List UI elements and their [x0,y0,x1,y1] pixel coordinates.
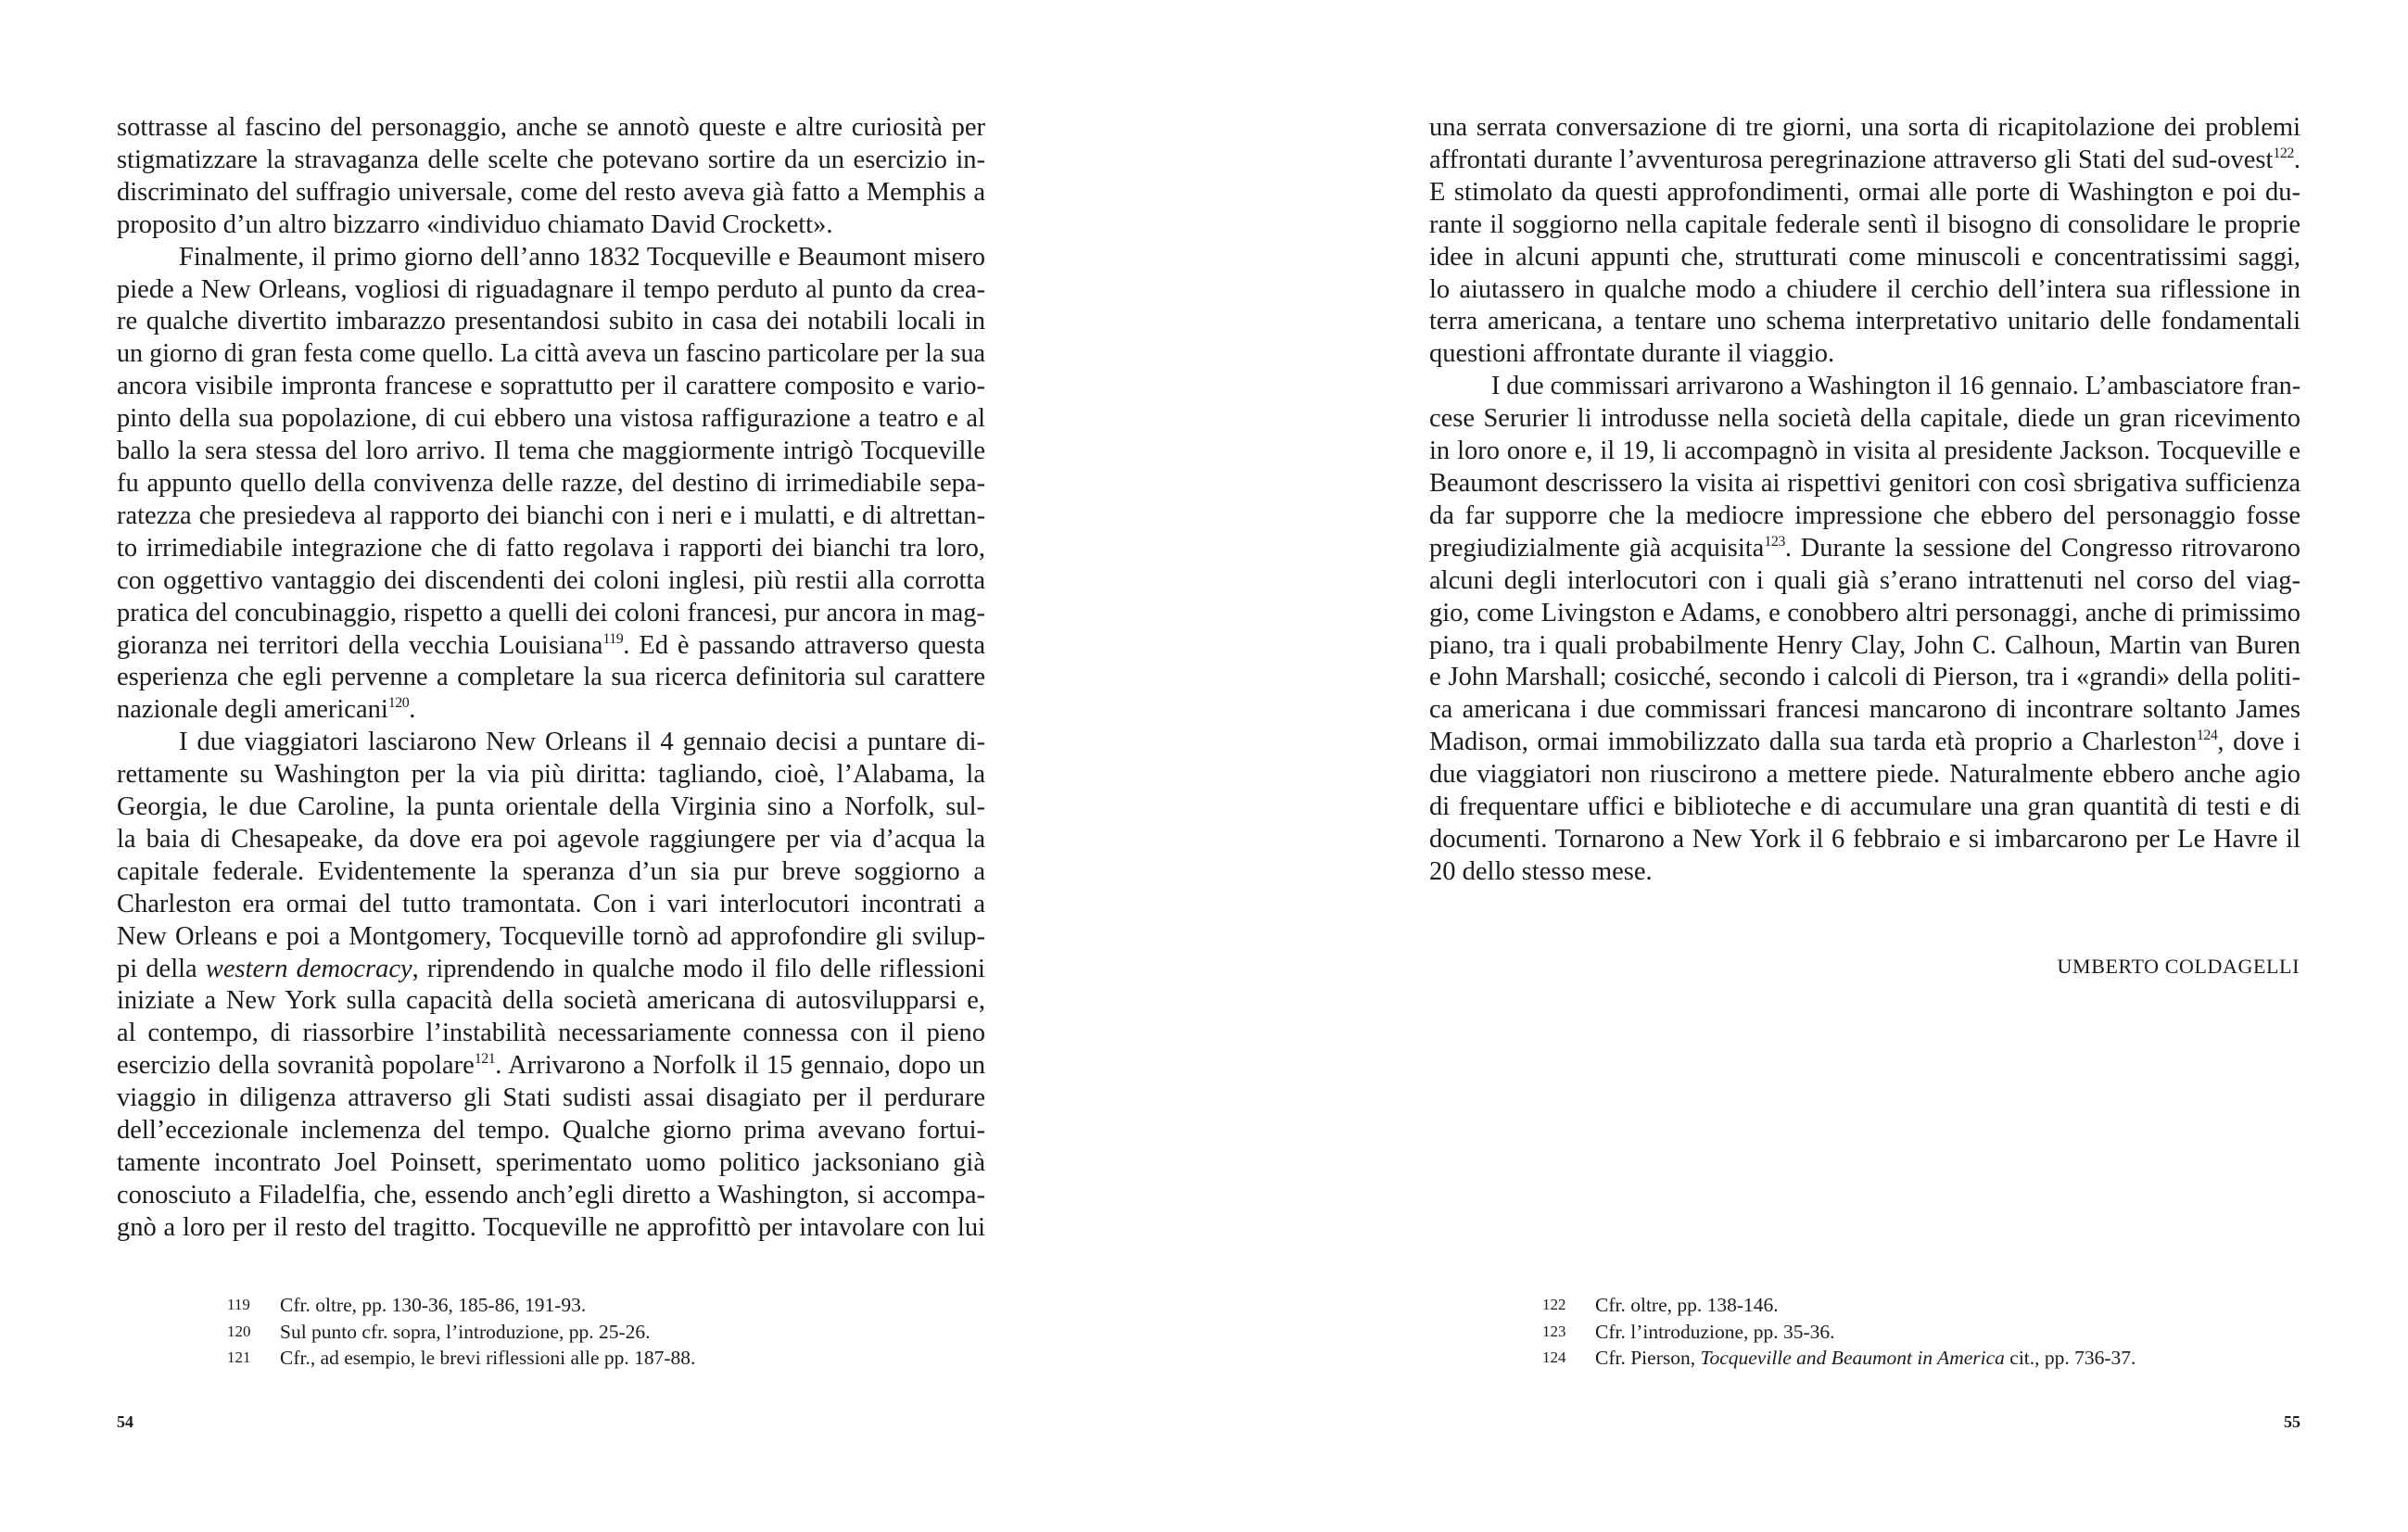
text-line [1429,242,2300,274]
text-line [1429,145,2300,177]
footnote-reference[interactable]: 120 [387,695,410,712]
text-run: Cfr., ad esempio, le brevi riflessioni alle pp. 187-88. [280,1347,696,1370]
line-content: in loro onore e, il 19, li accompagnò in visita al presidente Jackson. Tocqueville e [1429,437,2300,466]
text-line [1429,630,2300,663]
text-run: Cfr. oltre, pp. 138-146. [1595,1294,1779,1316]
text-run: Madison, ormai immobilizzato dalla sua tarda età proprio a Charleston [1429,728,2197,757]
text-line [1429,759,2300,791]
footnote [1542,1292,2136,1319]
footnote-reference[interactable]: 124 [2196,728,2218,744]
line-content: viaggio in diligenza attraverso gli Stati sudisti assai disagiato per il perdurare [117,1083,985,1113]
text-line [1429,856,2300,889]
text-run: Cfr. oltre, pp. 130-36, 185-86, 191-93. [280,1294,587,1316]
text-line [1429,371,2300,403]
line-content: terra americana, a tentare uno schema interpretativo unitario delle fondamentali [1429,307,2300,336]
text-run: . Ed è passando attraverso questa [623,630,985,660]
line-content: to irrimediabile integrazione che di fatto regolava i rapporti dei bianchi tra loro, [117,533,985,563]
text-line [1429,694,2300,727]
line-content: Charleston era ormai del tutto tramontata. Con i vari interlocutori incontrati a [117,889,985,918]
text-line [1429,436,2300,468]
line-content: alcuni degli interlocutori con i quali già s’erano intrattenuti nel corso del viag- [1429,565,2300,595]
line-content: piede a New Orleans, vogliosi di riguadagnare il tempo perduto al punto da crea- [117,274,985,304]
line-content: discriminato del suffragio universale, come del resto aveva già fatto a Memphis a [117,177,985,207]
italic-text: western democracy [205,954,412,983]
text-line [1429,791,2300,824]
author-signature: UMBERTO COLDAGELLI [2057,955,2300,978]
line-content: fu appunto quello della convivenza delle razze, del destino di irrimediabile sepa- [117,468,985,498]
text-run: pregiudizialmente già acquisita [1429,533,1765,563]
footnote-number: 120 [227,1322,251,1340]
line-content: cese Serurier li introdusse nella società della capitale, diede un gran ricevimento [1429,404,2300,434]
line-content: gnò a loro per il resto del tragitto. Tocqueville ne approfittò per intavolare con lui [117,1212,985,1242]
line-content [1429,145,2300,177]
footnote-number: 122 [1542,1296,1566,1313]
footnote-number: 119 [227,1296,250,1313]
footnote-number: 124 [1542,1348,1566,1367]
text-line [1429,112,2300,145]
line-content: documenti. Tornarono a New York il 6 febbraio e si imbarcarono per Le Havre il [1429,824,2300,854]
footnote-number: 121 [227,1348,251,1367]
line-content: ratezza che presiedeva al rapporto dei bianchi con i neri e i mulatti, e di altrettan- [117,500,985,530]
text-run: affrontati durante l’avventurosa peregrinazione attraverso gli Stati del sud-ovest [1429,145,2274,174]
line-content: di frequentare uffici e biblioteche e di accumulare una gran quantità di testi e di [1429,792,2300,822]
line-content: rante il soggiorno nella capitale federale sentì il bisogno di consolidare le proprie [1429,209,2300,239]
line-content [1429,533,2300,565]
line-content: pinto della sua popolazione, di cui ebbero una vistosa raffigurazione a teatro e al [117,404,985,434]
text-run: Cfr. l’introduzione, pp. 35-36. [1595,1320,1835,1343]
line-content: idee in alcuni appunti che, strutturati come minuscoli e concentratissimi saggi, [1429,242,2300,272]
line-content: ancora visibile impronta francese e soprattutto per il carattere composito e vario- [117,372,985,401]
line-content: al contempo, di riassorbire l’instabilità necessariamente connessa con il pieno [117,1019,985,1048]
text-line [1429,403,2300,436]
footnote-text [1595,1345,2136,1372]
line-content: I due viaggiatori lasciarono New Orleans il 4 gennaio decisi a puntare di- [179,728,985,757]
text-line [1429,468,2300,500]
footnote-reference[interactable]: 119 [602,630,624,647]
line-content: tamente incontrato Joel Poinsett, sperimentato uomo politico jacksoniano già [117,1148,985,1177]
line-content: sottrasse al fascino del personaggio, anche se annotò queste e altre curiosità per [117,113,985,142]
text-run: . [2293,145,2300,174]
text-run: Cfr. Pierson, [1595,1347,1701,1370]
line-content: una serrata conversazione di tre giorni, una sorta di ricapitolazione dei problemi [1429,113,2300,142]
line-content: e John Marshall; cosicché, secondo i calcoli di Pierson, tra i «grandi» della politi- [1429,663,2300,692]
text-run: esercizio della sovranità popolare [117,1051,475,1081]
text-line [1429,727,2300,759]
line-content: stigmatizzare la stravaganza delle scelte che potevano sortire da un esercizio in- [117,145,985,174]
line-content: dell’eccezionale inclemenza del tempo. Qualche giorno prima avevano fortui- [117,1116,985,1146]
text-run: . Arrivarono a Norfolk il 15 gennaio, dopo un [495,1051,985,1081]
line-content: gio, come Livingston e Adams, e conobbero altri personaggi, anche di primissimo [1429,598,2300,627]
text-run: gioranza nei territori della vecchia Louisiana [117,630,603,660]
line-content: Georgia, le due Caroline, la punta orientale della Virginia sino a Norfolk, sul- [117,792,985,822]
footnote-reference[interactable]: 123 [1764,533,1785,550]
page-number-right: 55 [2284,1412,2300,1431]
line-content: New Orleans e poi a Montgomery, Tocqueville tornò ad approfondire gli svilup- [117,921,985,951]
line-content [1429,727,2300,759]
line-content: proposito d’un altro bizzarro «individuo chiamato David Crockett». [117,209,833,239]
line-content: ca americana i due commissari francesi mancarono di incontrare soltanto James [1429,695,2300,725]
line-content: piano, tra i quali probabilmente Henry Clay, John C. Calhoun, Martin van Buren [1429,630,2300,660]
text-line [1429,209,2300,242]
line-content: la baia di Chesapeake, da dove era poi agevole raggiungere per via d’acqua la [117,824,985,854]
text-run: pi della [117,954,206,983]
text-run: , riprendendo in qualche modo il filo delle riflessioni [412,954,985,983]
text-line [1429,338,2300,371]
footnote-text [1595,1319,1835,1346]
footnote-number: 123 [1542,1322,1566,1340]
text-line [1429,533,2300,565]
footnote-reference[interactable]: 122 [2273,145,2294,161]
paragraph [1429,371,2300,889]
footnote-reference[interactable]: 121 [474,1051,496,1068]
right-page-footnotes [1542,1292,2136,1372]
text-line [1429,177,2300,209]
footnote [1542,1345,2136,1372]
text-run: . [409,695,416,725]
line-content: due viaggiatori non riuscirono a mettere piede. Naturalmente ebbero anche agio [1429,760,2300,790]
paragraph [1429,112,2300,371]
line-content: re qualche divertito imbarazzo presentandosi subito in casa dei notabili locali in [117,307,985,336]
line-content: I due commissari arrivarono a Washington il 16 gennaio. L’ambasciatore fran- [1491,372,2300,401]
line-content: Finalmente, il primo giorno dell’anno 1832 Tocqueville e Beaumont misero [179,242,985,272]
text-line [1429,598,2300,630]
line-content: un giorno di gran festa come quello. La città aveva un fascino particolare per la sua [117,339,985,369]
text-run: nazionale degli americani [117,695,388,725]
text-line [1429,565,2300,598]
text-line [1429,824,2300,856]
line-content: da far supporre che la mediocre impressione che ebbero del personaggio fosse [1429,500,2300,530]
line-content: con oggettivo vantaggio dei discendenti dei coloni inglesi, più restii alla corrotta [117,565,985,595]
text-run: cit., pp. 736-37. [2004,1347,2136,1370]
text-run: , dove i [2217,728,2300,757]
line-content: questioni affrontate durante il viaggio. [1429,339,1835,369]
line-content: Beaumont descrissero la visita ai rispettivi genitori con così sbrigativa sufficienza [1429,468,2300,498]
text-run: . Durante la sessione del Congresso ritrovarono [1784,533,2300,563]
line-content: iniziate a New York sulla capacità della società americana di autosvilupparsi e, [117,986,985,1016]
footnote-text [1595,1292,1779,1319]
italic-text: Tocqueville and Beaumont in America [1700,1347,2005,1370]
line-content: rettamente su Washington per la via più diritta: tagliando, cioè, l’Alabama, la [117,760,985,790]
line-content: esperienza che egli pervenne a completare la sua ricerca definitoria sul carattere [117,663,985,692]
line-content: E stimolato da questi approfondimenti, ormai alle porte di Washington e poi du- [1429,177,2300,207]
text-line [1429,274,2300,307]
text-line [1429,662,2300,694]
line-content: 20 dello stesso mese. [1429,856,1653,886]
line-content: conosciuto a Filadelfia, che, essendo anch’egli diretto a Washington, si accompa- [117,1180,985,1209]
line-content: capitale federale. Evidentemente la speranza d’un sia pur breve soggiorno a [117,856,985,886]
right-page-body-text [1429,112,2300,889]
page-number-left: 54 [117,1412,133,1431]
line-content: ballo la sera stessa del loro arrivo. Il tema che maggiormente intrigò Tocqueville [117,437,985,466]
line-content: lo aiutassero in qualche modo a chiudere il cerchio dell’intera sua riflessione in [1429,274,2300,304]
text-line [1429,306,2300,338]
text-run: Sul punto cfr. sopra, l’introduzione, pp. 25-26. [280,1320,651,1343]
text-line [1429,500,2300,533]
line-content: pratica del concubinaggio, rispetto a quelli dei coloni francesi, pur ancora in mag- [117,598,985,627]
footnote [1542,1319,2136,1346]
